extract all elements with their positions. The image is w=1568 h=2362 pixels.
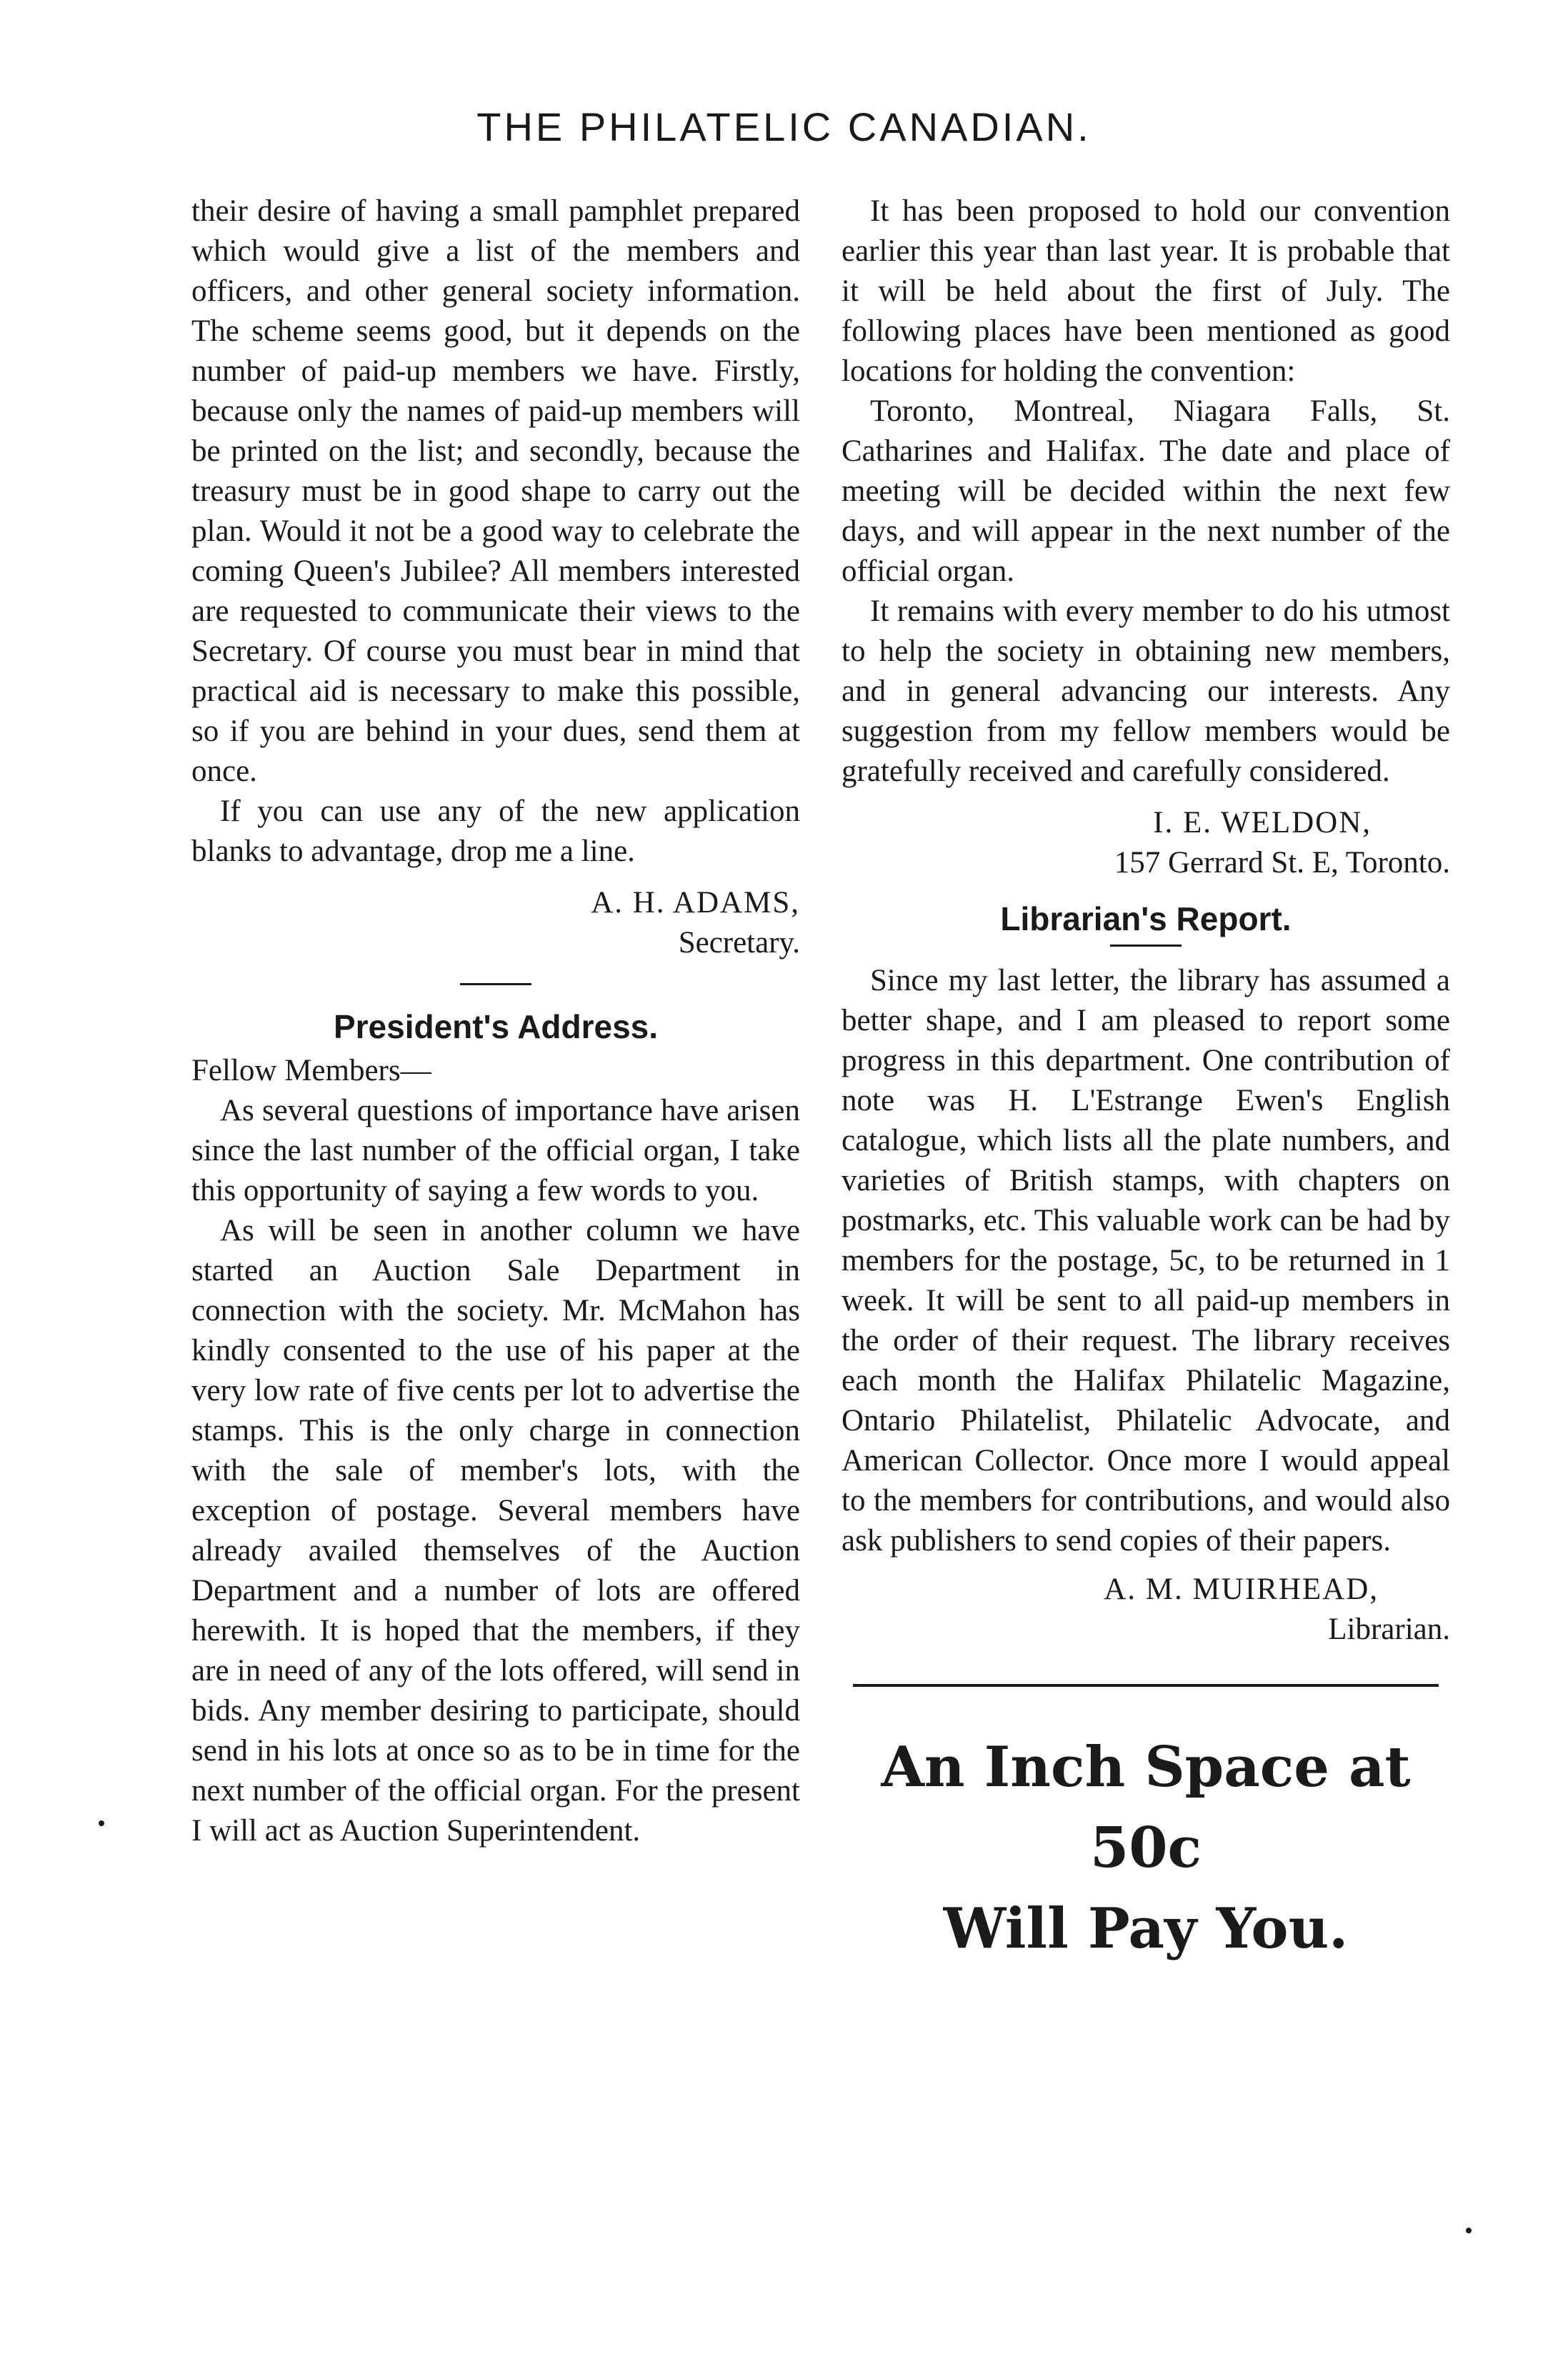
president-paragraph-3: It has been proposed to hold our convention earlier this year than last year. It is probable that it will be held about the first of July. The following places have been mentioned as good locations for holding the convention: (842, 194, 1450, 388)
section-divider (460, 983, 531, 985)
librarian-signature-name: A. M. MUIRHEAD, (1104, 1573, 1379, 1606)
president-signature-name: I. E. WELDON, (1153, 806, 1372, 839)
president-signature-address: 157 Gerrard St. E, Toronto. (1114, 846, 1450, 879)
ink-speck (99, 1820, 104, 1826)
librarian-paragraph-1: Since my last letter, the library has assumed a better shape, and I am pleased to report some progress in this department. One contribution of note was H. L'Estrange Ewen's English catalogue, which lists all the plate numbers, and varieties of British stamps, with chapters on postmarks, etc. This valuable work can be had by members for the postage, 5c, to be returned in 1 week. It will be sent to all paid-up members in the order of their request. The library receives each month the Halifax Philatelic Magazine, Ontario Philatelist, Philatelic Advocate, and American Collector. Once more I would appeal to the members for contributions, and would also ask publishers to send copies of their papers. (842, 964, 1450, 1558)
masthead-title: THE PHILATELIC CANADIAN. (476, 104, 1092, 149)
president-salutation: Fellow Members— (191, 1054, 431, 1087)
president-paragraph-4: Toronto, Montreal, Niagara Falls, St. Catharines and Halifax. The date and place of meeting will be decided within the next few days, and will appear in the next number of the official organ. (842, 394, 1450, 588)
advertisement-line-2: Will Pay You. (943, 1896, 1349, 1962)
president-paragraph-5: It remains with every member to do his utmost to help the society in obtaining new members, and in general advancing our interests. Any suggestion from my fellow members would be gratefully received and carefully considered. (842, 594, 1450, 788)
secretary-signature-name: A. H. ADAMS, (591, 886, 800, 920)
librarian-signature-title: Librarian. (1328, 1613, 1450, 1646)
secretary-signature-title: Secretary. (678, 926, 800, 960)
advertisement-divider (853, 1684, 1439, 1687)
secretary-paragraph-1: their desire of having a small pamphlet prepared which would give a list of the members and officers, and other general society information. The scheme seems good, but it depends on the number of paid-up members we have. Firstly, because only the names of paid-up members will be printed on the list; and secondly, because the treasury must be in good shape to carry out the plan. Would it not be a good way to celebrate the coming Queen's Jubilee? All members interested are requested to communicate their views to the Secretary. Of course you must bear in mind that practical aid is necessary to make this possible, so if you are behind in your dues, send them at once. (191, 194, 800, 788)
advertisement-line-1: An Inch Space at 50c (881, 1735, 1411, 1881)
president-paragraph-1: As several questions of importance have arisen since the last number of the official organ, I take this opportunity of saying a few words to you. (191, 1094, 800, 1207)
right-column (842, 191, 1450, 1969)
librarian-report-heading: Librarian's Report. (1000, 900, 1292, 937)
secretary-paragraph-2: If you can use any of the new application blanks to advantage, drop me a line. (191, 794, 800, 868)
left-column (191, 191, 800, 1851)
section-divider (1110, 945, 1182, 947)
president-paragraph-2: As will be seen in another column we have started an Auction Sale Department in connection with the society. Mr. McMahon has kindly consented to the use of his paper at the very low rate of five cents per lot to advertise the stamps. This is the only charge in connection with the sale of member's lots, with the exception of postage. Several members have already availed themselves of the Auction Department and a number of lots are offered herewith. It is hoped that the members, if they are in need of any of the lots offered, will send in bids. Any member desiring to participate, should send in his lots at once so as to be in time for the next number of the official organ. For the present I will act as Auction Superintendent. (191, 1214, 800, 1848)
president-address-heading: President's Address. (333, 1008, 659, 1045)
ink-speck (1466, 2228, 1472, 2233)
